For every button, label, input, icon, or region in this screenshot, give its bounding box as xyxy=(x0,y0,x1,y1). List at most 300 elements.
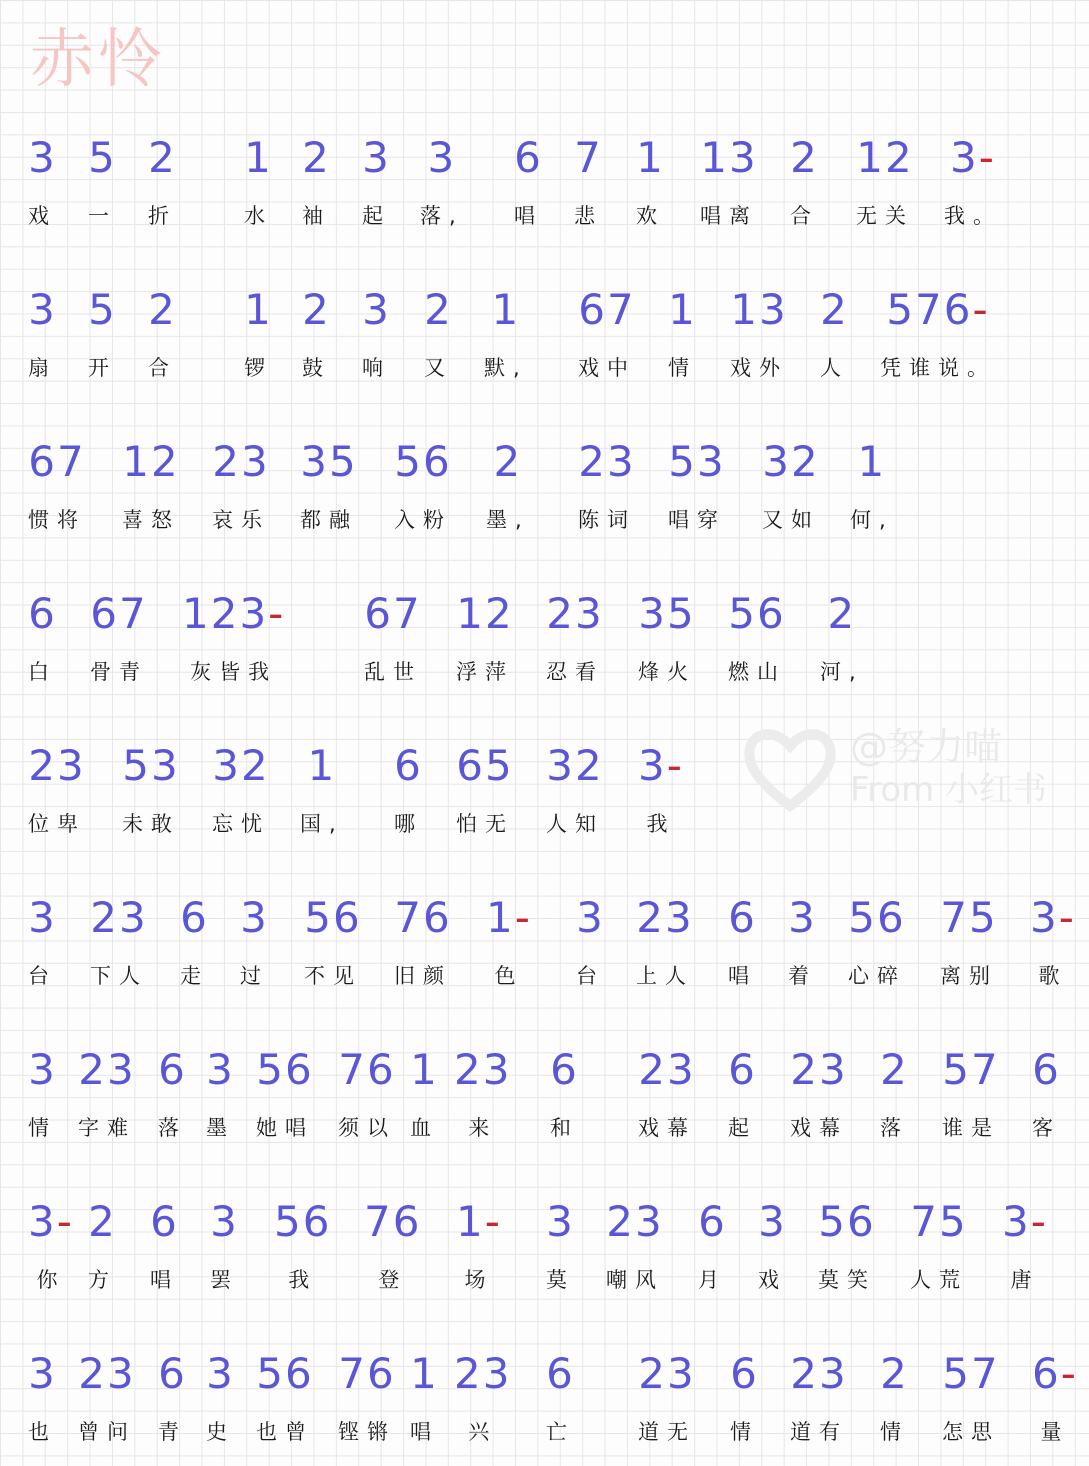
note-digits: 1 xyxy=(307,741,337,790)
note-group xyxy=(364,1184,421,1300)
note-group xyxy=(90,576,148,692)
lyric-text: 不见 xyxy=(304,964,362,988)
lyric-text: 起 xyxy=(728,1116,757,1140)
note-group xyxy=(88,1184,117,1300)
note-group xyxy=(942,1032,1000,1148)
note-digits: 23 xyxy=(454,1045,512,1094)
lyric-text: 合 xyxy=(790,204,819,228)
lyric-text: 量 xyxy=(1040,1420,1070,1444)
note-group xyxy=(244,272,273,388)
lyric-text: 你 xyxy=(36,1268,66,1292)
note-digits: 2 xyxy=(880,1045,909,1094)
note-group xyxy=(910,1184,968,1300)
lyric-text: 唐 xyxy=(1010,1268,1040,1292)
lyric-text: 戏幕 xyxy=(638,1116,696,1140)
note-group xyxy=(546,1336,575,1452)
note-digits: 3 xyxy=(427,133,457,182)
lyric-text: 她唱 xyxy=(256,1116,314,1140)
lyric-text: 陈词 xyxy=(578,508,636,532)
lyric-text: 歌 xyxy=(1038,964,1068,988)
note-digits: 1 xyxy=(410,1349,439,1398)
note-group xyxy=(728,576,786,692)
note-group xyxy=(158,1032,187,1148)
note-digits: 3 xyxy=(788,893,817,942)
note-digits: 6 xyxy=(1032,1045,1061,1094)
note-group xyxy=(28,424,86,540)
note-digits: 23 xyxy=(546,589,604,638)
note-group xyxy=(456,1184,502,1300)
lyric-text: 忘忧 xyxy=(212,812,270,836)
note-digits: 6- xyxy=(1032,1349,1078,1398)
note-digits: 56 xyxy=(274,1197,332,1246)
lyric-text: 白 xyxy=(28,660,57,684)
lyric-text: 唱 xyxy=(150,1268,179,1292)
lyric-text: 河, xyxy=(820,660,864,684)
lyric-text: 燃山 xyxy=(728,660,786,684)
note-digits: 6 xyxy=(550,1045,579,1094)
lyric-text: 唱 xyxy=(514,204,543,228)
note-digits: 32 xyxy=(546,741,604,790)
note-digits: 6 xyxy=(728,1045,757,1094)
note-digits: 75 xyxy=(940,893,998,942)
note-group xyxy=(856,120,914,236)
note-group xyxy=(850,424,894,540)
lyric-text: 戏中 xyxy=(578,356,636,380)
note-digits: 3 xyxy=(206,1045,235,1094)
note-digits: 12 xyxy=(456,589,514,638)
note-group xyxy=(818,1184,876,1300)
lyric-text: 都融 xyxy=(300,508,358,532)
note-group xyxy=(362,272,391,388)
lyric-text: 落 xyxy=(880,1116,909,1140)
lyric-text: 须以 xyxy=(338,1116,396,1140)
note-digits: 57 xyxy=(942,1349,1000,1398)
note-group xyxy=(942,1336,1000,1452)
watermark-source: From 小红书 xyxy=(850,770,1048,810)
note-digits: 6 xyxy=(180,893,209,942)
lyric-text: 情 xyxy=(730,1420,759,1444)
note-group xyxy=(638,1336,696,1452)
hold-dash: - xyxy=(268,589,286,638)
note-digits: 2 xyxy=(827,589,857,638)
note-group xyxy=(410,1336,439,1452)
note-digits: 2 xyxy=(820,285,849,334)
note-group xyxy=(122,728,180,844)
note-group xyxy=(304,880,362,996)
hold-dash: - xyxy=(1058,893,1076,942)
lyric-text: 情 xyxy=(28,1116,57,1140)
note-digits: 6 xyxy=(728,893,757,942)
note-digits: 53 xyxy=(668,437,726,486)
lyric-text: 又 xyxy=(424,356,453,380)
lyric-text: 过 xyxy=(240,964,269,988)
note-group xyxy=(394,728,423,844)
note-digits: 6 xyxy=(158,1045,187,1094)
note-group xyxy=(880,272,996,388)
hold-dash: - xyxy=(56,1197,74,1246)
score-line xyxy=(0,1184,1089,1314)
lyric-text: 心碎 xyxy=(848,964,906,988)
lyric-text: 色 xyxy=(494,964,524,988)
lyric-text: 月 xyxy=(698,1268,727,1292)
lyric-text: 嘲风 xyxy=(606,1268,664,1292)
lyric-text: 水 xyxy=(244,204,273,228)
lyric-text: 青 xyxy=(158,1420,187,1444)
note-digits: 56 xyxy=(728,589,786,638)
note-digits: 23 xyxy=(790,1349,848,1398)
watermark-handle: @努力喵 xyxy=(850,725,1003,769)
lyric-text: 哀乐 xyxy=(212,508,270,532)
note-digits: 1 xyxy=(636,133,665,182)
note-digits: 13 xyxy=(730,285,788,334)
note-group xyxy=(880,1032,909,1148)
lyric-text: 莫 xyxy=(546,1268,575,1292)
lyric-text: 台 xyxy=(576,964,605,988)
note-group xyxy=(122,424,180,540)
note-digits: 3 xyxy=(362,285,391,334)
note-group xyxy=(486,424,530,540)
note-digits: 3- xyxy=(1030,893,1076,942)
note-digits: 2 xyxy=(302,133,331,182)
lyric-text: 人荒 xyxy=(910,1268,968,1292)
lyric-text: 烽火 xyxy=(638,660,696,684)
score-line xyxy=(0,1032,1089,1162)
note-digits: 67 xyxy=(364,589,422,638)
hold-dash: - xyxy=(484,1197,502,1246)
note-group xyxy=(300,728,344,844)
lyric-text: 位卑 xyxy=(28,812,86,836)
lyric-text: 浮萍 xyxy=(456,660,514,684)
note-digits: 57 xyxy=(942,1045,1000,1094)
note-digits: 67 xyxy=(578,285,636,334)
note-digits: 3 xyxy=(758,1197,787,1246)
note-group xyxy=(206,1032,235,1148)
note-group xyxy=(302,272,331,388)
note-digits: 56 xyxy=(256,1045,314,1094)
lyric-text: 一 xyxy=(88,204,117,228)
lyric-text: 场 xyxy=(464,1268,494,1292)
note-digits: 1 xyxy=(491,285,521,334)
lyric-text: 人 xyxy=(820,356,849,380)
lyric-text: 怕无 xyxy=(456,812,514,836)
note-digits: 1 xyxy=(410,1045,439,1094)
score-line xyxy=(0,272,1089,402)
lyric-text: 哪 xyxy=(394,812,423,836)
note-digits: 6 xyxy=(150,1197,179,1246)
note-group xyxy=(182,576,285,692)
lyric-text: 方 xyxy=(88,1268,117,1292)
note-digits: 3 xyxy=(362,133,391,182)
hold-dash: - xyxy=(1060,1349,1078,1398)
note-digits: 6 xyxy=(698,1197,727,1246)
lyric-text: 情 xyxy=(880,1420,909,1444)
note-digits: 32 xyxy=(212,741,270,790)
note-group xyxy=(788,880,817,996)
lyric-text: 戏 xyxy=(758,1268,787,1292)
note-digits: 23 xyxy=(454,1349,512,1398)
lyric-text: 戏 xyxy=(28,204,57,228)
note-group xyxy=(638,728,684,844)
note-group xyxy=(546,1184,575,1300)
note-digits: 6 xyxy=(546,1349,575,1398)
lyric-text: 也曾 xyxy=(256,1420,314,1444)
note-group xyxy=(78,1032,136,1148)
note-group xyxy=(456,728,514,844)
note-digits: 13 xyxy=(700,133,758,182)
lyric-text: 忍看 xyxy=(546,660,604,684)
hold-dash: - xyxy=(1030,1197,1048,1246)
hold-dash: - xyxy=(514,893,532,942)
lyric-text: 无关 xyxy=(856,204,914,228)
note-group xyxy=(546,576,604,692)
lyric-text: 着 xyxy=(788,964,817,988)
note-digits: 23 xyxy=(90,893,148,942)
lyric-text: 兴 xyxy=(468,1420,498,1444)
score-line xyxy=(0,880,1089,1010)
lyric-text: 离别 xyxy=(940,964,998,988)
lyric-text: 凭谁说。 xyxy=(880,356,996,380)
lyric-text: 骨青 xyxy=(90,660,148,684)
note-digits: 2 xyxy=(148,285,177,334)
lyric-text: 鼓 xyxy=(302,356,331,380)
lyric-text: 怎思 xyxy=(942,1420,1000,1444)
note-group xyxy=(578,424,636,540)
note-group xyxy=(1030,880,1076,996)
note-group xyxy=(730,1336,759,1452)
note-digits: 35 xyxy=(300,437,358,486)
lyric-text: 和 xyxy=(550,1116,579,1140)
lyric-text: 未敢 xyxy=(122,812,180,836)
note-digits: 3 xyxy=(28,285,57,334)
note-digits: 3 xyxy=(210,1197,239,1246)
note-group xyxy=(638,576,696,692)
note-group xyxy=(606,1184,664,1300)
note-digits: 23 xyxy=(606,1197,664,1246)
note-digits: 65 xyxy=(456,741,514,790)
lyric-text: 戏幕 xyxy=(790,1116,848,1140)
lyric-text: 血 xyxy=(410,1116,439,1140)
note-digits: 123- xyxy=(182,589,286,638)
note-digits: 76 xyxy=(394,893,452,942)
note-digits: 12 xyxy=(122,437,180,486)
note-group xyxy=(148,272,177,388)
note-group xyxy=(638,1032,696,1148)
note-group xyxy=(514,120,543,236)
note-group xyxy=(240,880,269,996)
note-group xyxy=(636,880,694,996)
note-digits: 1 xyxy=(244,285,273,334)
note-group xyxy=(28,880,57,996)
lyric-text: 墨, xyxy=(486,508,530,532)
note-group xyxy=(576,880,605,996)
lyric-text: 灰皆我 xyxy=(190,660,278,684)
lyric-text: 落 xyxy=(158,1116,187,1140)
note-digits: 12 xyxy=(856,133,914,182)
note-digits: 1 xyxy=(668,285,697,334)
note-group xyxy=(880,1336,909,1452)
note-group xyxy=(668,424,726,540)
note-group xyxy=(256,1032,314,1148)
note-group xyxy=(274,1184,331,1300)
note-group xyxy=(728,880,757,996)
note-group xyxy=(550,1032,579,1148)
note-digits: 23 xyxy=(638,1045,696,1094)
note-digits: 3 xyxy=(28,893,57,942)
note-digits: 56 xyxy=(256,1349,314,1398)
note-group xyxy=(940,880,998,996)
lyric-text: 锣 xyxy=(244,356,273,380)
note-digits: 67 xyxy=(90,589,148,638)
note-digits: 3- xyxy=(28,1197,74,1246)
note-group xyxy=(300,424,358,540)
note-group xyxy=(484,272,528,388)
note-group xyxy=(820,576,864,692)
note-digits: 23 xyxy=(790,1045,848,1094)
note-digits: 53 xyxy=(122,741,180,790)
lyric-text: 袖 xyxy=(302,204,331,228)
note-digits: 56 xyxy=(304,893,362,942)
note-group xyxy=(420,120,464,236)
lyric-text: 我。 xyxy=(944,204,1002,228)
lyric-text: 悲 xyxy=(574,204,603,228)
score-line xyxy=(0,424,1089,554)
hold-dash: - xyxy=(666,741,684,790)
note-digits: 6 xyxy=(730,1349,759,1398)
note-digits: 6 xyxy=(514,133,543,182)
lyric-text: 开 xyxy=(88,356,117,380)
lyric-text: 道无 xyxy=(638,1420,696,1444)
note-digits: 3- xyxy=(1002,1197,1048,1246)
note-digits: 32 xyxy=(762,437,820,486)
note-group xyxy=(338,1336,396,1452)
note-digits: 6 xyxy=(158,1349,187,1398)
note-digits: 2 xyxy=(493,437,523,486)
lyric-text: 何, xyxy=(850,508,894,532)
lyric-text: 我 xyxy=(288,1268,318,1292)
note-group xyxy=(180,880,209,996)
note-digits: 23 xyxy=(578,437,636,486)
note-group xyxy=(364,576,422,692)
note-group xyxy=(758,1184,787,1300)
note-digits: 76 xyxy=(338,1045,396,1094)
note-digits: 23 xyxy=(78,1349,136,1398)
note-group xyxy=(790,1032,848,1148)
lyric-text: 默, xyxy=(484,356,528,380)
score-line xyxy=(0,120,1089,250)
note-group xyxy=(28,1032,57,1148)
lyric-text: 折 xyxy=(148,204,177,228)
note-group xyxy=(90,880,148,996)
note-digits: 3 xyxy=(576,893,605,942)
note-digits: 3- xyxy=(950,133,996,182)
note-group xyxy=(338,1032,396,1148)
note-digits: 2 xyxy=(424,285,453,334)
note-group xyxy=(210,1184,239,1300)
score-line xyxy=(0,728,1089,858)
note-group xyxy=(636,120,665,236)
note-group xyxy=(148,120,177,236)
note-group xyxy=(698,1184,727,1300)
note-group xyxy=(454,1032,511,1148)
note-digits: 56 xyxy=(818,1197,876,1246)
note-digits: 5 xyxy=(88,285,117,334)
note-group xyxy=(206,1336,235,1452)
note-group xyxy=(424,272,453,388)
note-group xyxy=(28,1184,74,1300)
note-group xyxy=(28,728,86,844)
lyric-text: 国, xyxy=(300,812,344,836)
lyric-text: 入粉 xyxy=(394,508,452,532)
note-group xyxy=(730,272,788,388)
note-digits: 67 xyxy=(28,437,86,486)
note-digits: 23 xyxy=(638,1349,696,1398)
note-group xyxy=(454,1336,511,1452)
note-digits: 6 xyxy=(394,741,423,790)
lyric-text: 上人 xyxy=(636,964,694,988)
note-digits: 6 xyxy=(28,589,57,638)
lyric-text: 乱世 xyxy=(364,660,422,684)
note-group xyxy=(150,1184,179,1300)
note-digits: 1 xyxy=(244,133,273,182)
note-digits: 23 xyxy=(212,437,270,486)
note-group xyxy=(28,576,57,692)
note-group xyxy=(456,576,514,692)
note-group xyxy=(88,120,117,236)
note-digits: 3 xyxy=(28,1349,57,1398)
note-digits: 75 xyxy=(910,1197,968,1246)
note-group xyxy=(1032,1336,1078,1452)
lyric-text: 登 xyxy=(378,1268,408,1292)
note-digits: 2 xyxy=(148,133,177,182)
note-digits: 23 xyxy=(636,893,694,942)
lyric-text: 曾问 xyxy=(78,1420,136,1444)
note-group xyxy=(394,424,452,540)
hold-dash: - xyxy=(972,285,990,334)
lyric-text: 走 xyxy=(180,964,209,988)
lyric-text: 也 xyxy=(28,1420,57,1444)
note-digits: 23 xyxy=(28,741,86,790)
note-digits: 76 xyxy=(364,1197,422,1246)
lyric-text: 谁是 xyxy=(942,1116,1000,1140)
note-group xyxy=(212,728,270,844)
note-digits: 3 xyxy=(28,1045,57,1094)
score-line xyxy=(0,576,1089,706)
lyric-text: 唱穿 xyxy=(668,508,726,532)
note-digits: 56 xyxy=(394,437,452,486)
note-digits: 76 xyxy=(338,1349,396,1398)
note-group xyxy=(394,880,452,996)
lyric-text: 唱离 xyxy=(700,204,758,228)
lyric-text: 台 xyxy=(28,964,57,988)
lyric-text: 情 xyxy=(668,356,697,380)
lyric-text: 扇 xyxy=(28,356,57,380)
note-digits: 23 xyxy=(78,1045,136,1094)
lyric-text: 人知 xyxy=(546,812,604,836)
note-group xyxy=(820,272,849,388)
note-group xyxy=(410,1032,439,1148)
note-group xyxy=(762,424,820,540)
note-group xyxy=(88,272,117,388)
note-group xyxy=(578,272,636,388)
note-group xyxy=(790,120,819,236)
lyric-text: 唱 xyxy=(410,1420,439,1444)
hold-dash: - xyxy=(978,133,996,182)
note-group xyxy=(486,880,532,996)
note-digits: 3 xyxy=(206,1349,235,1398)
note-group xyxy=(28,272,57,388)
lyric-text: 墨 xyxy=(206,1116,235,1140)
note-group xyxy=(362,120,391,236)
